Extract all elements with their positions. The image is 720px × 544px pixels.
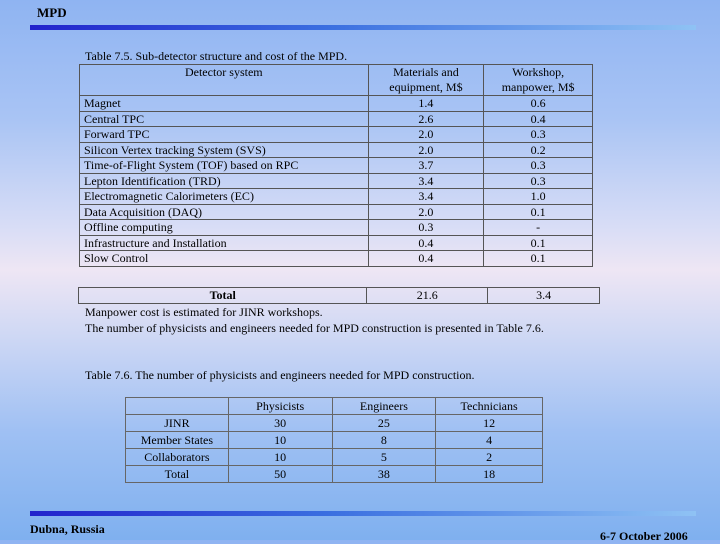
table75-header-detector: Detector system bbox=[80, 65, 369, 96]
detector-name-cell: Data Acquisition (DAQ) bbox=[80, 204, 369, 220]
table76-header-physicists: Physicists bbox=[228, 398, 332, 415]
detector-name-cell: Magnet bbox=[80, 96, 369, 112]
engineers-cell: 5 bbox=[332, 449, 436, 466]
technicians-cell: 4 bbox=[436, 432, 543, 449]
table76 bbox=[125, 397, 543, 483]
detector-name-cell: Central TPC bbox=[80, 111, 369, 127]
physicists-cell: 10 bbox=[228, 449, 332, 466]
total-workshop: 3.4 bbox=[488, 288, 600, 304]
detector-name-cell: Electromagnetic Calorimeters (EC) bbox=[80, 189, 369, 205]
table75-row bbox=[80, 235, 593, 251]
slide-header-title: MPD bbox=[37, 5, 67, 20]
materials-cost-cell: 1.4 bbox=[368, 96, 484, 112]
materials-cost-cell: 0.4 bbox=[368, 235, 484, 251]
materials-cost-cell: 2.0 bbox=[368, 204, 484, 220]
physicists-cell: 10 bbox=[228, 432, 332, 449]
physicists-cell: 30 bbox=[228, 415, 332, 432]
table76-row bbox=[126, 466, 543, 483]
table76-row bbox=[126, 432, 543, 449]
workshop-cost-cell: 0.1 bbox=[484, 235, 593, 251]
table76-caption: Table 7.6. The number of physicists and engineers needed for MPD construction. bbox=[85, 368, 475, 382]
table75-header-materials: Materials and equipment, M$ bbox=[368, 65, 484, 96]
physicists-cell: 50 bbox=[228, 466, 332, 483]
materials-cost-cell: 0.4 bbox=[368, 251, 484, 267]
table75-total-row bbox=[78, 287, 600, 304]
detector-name-cell: Slow Control bbox=[80, 251, 369, 267]
materials-cost-cell: 3.4 bbox=[368, 189, 484, 205]
table75-row bbox=[80, 173, 593, 189]
table76-row bbox=[126, 415, 543, 432]
table75-row bbox=[80, 96, 593, 112]
total-materials: 21.6 bbox=[367, 288, 488, 304]
table75-header-workshop: Workshop, manpower, M$ bbox=[484, 65, 593, 96]
workshop-cost-cell: - bbox=[484, 220, 593, 236]
table75-row bbox=[80, 220, 593, 236]
note-manpower: Manpower cost is estimated for JINR workshops. bbox=[85, 305, 323, 319]
footer-location: Dubna, Russia bbox=[30, 522, 105, 536]
engineers-cell: 8 bbox=[332, 432, 436, 449]
workshop-cost-cell: 0.1 bbox=[484, 251, 593, 267]
workshop-cost-cell: 0.4 bbox=[484, 111, 593, 127]
table75-header-row bbox=[80, 65, 593, 96]
footer-date: 6-7 October 2006 bbox=[600, 529, 688, 543]
table75-row bbox=[80, 127, 593, 143]
workshop-cost-cell: 0.3 bbox=[484, 173, 593, 189]
table75-row bbox=[80, 204, 593, 220]
table75-caption: Table 7.5. Sub-detector structure and cost of the MPD. bbox=[85, 49, 348, 63]
technicians-cell: 12 bbox=[436, 415, 543, 432]
technicians-cell: 2 bbox=[436, 449, 543, 466]
table76-header-row bbox=[126, 398, 543, 415]
materials-cost-cell: 2.0 bbox=[368, 127, 484, 143]
table75-row bbox=[80, 111, 593, 127]
top-gradient-bar bbox=[30, 25, 696, 30]
detector-name-cell: Lepton Identification (TRD) bbox=[80, 173, 369, 189]
table75-row bbox=[80, 189, 593, 205]
table75 bbox=[79, 64, 593, 267]
workshop-cost-cell: 0.3 bbox=[484, 158, 593, 174]
materials-cost-cell: 2.0 bbox=[368, 142, 484, 158]
table76-header-engineers: Engineers bbox=[332, 398, 436, 415]
detector-name-cell: Forward TPC bbox=[80, 127, 369, 143]
group-label-cell: Total bbox=[126, 466, 229, 483]
engineers-cell: 25 bbox=[332, 415, 436, 432]
detector-name-cell: Infrastructure and Installation bbox=[80, 235, 369, 251]
engineers-cell: 38 bbox=[332, 466, 436, 483]
detector-name-cell: Silicon Vertex tracking System (SVS) bbox=[80, 142, 369, 158]
workshop-cost-cell: 1.0 bbox=[484, 189, 593, 205]
detector-name-cell: Offline computing bbox=[80, 220, 369, 236]
group-label-cell: JINR bbox=[126, 415, 229, 432]
table76-row bbox=[126, 449, 543, 466]
workshop-cost-cell: 0.6 bbox=[484, 96, 593, 112]
detector-name-cell: Time-of-Flight System (TOF) based on RPC bbox=[80, 158, 369, 174]
workshop-cost-cell: 0.3 bbox=[484, 127, 593, 143]
materials-cost-cell: 3.4 bbox=[368, 173, 484, 189]
materials-cost-cell: 2.6 bbox=[368, 111, 484, 127]
group-label-cell: Collaborators bbox=[126, 449, 229, 466]
materials-cost-cell: 3.7 bbox=[368, 158, 484, 174]
technicians-cell: 18 bbox=[436, 466, 543, 483]
table76-header-blank bbox=[126, 398, 229, 415]
table76-header-technicians: Technicians bbox=[436, 398, 543, 415]
table75-row bbox=[80, 142, 593, 158]
workshop-cost-cell: 0.2 bbox=[484, 142, 593, 158]
materials-cost-cell: 0.3 bbox=[368, 220, 484, 236]
note-physicists: The number of physicists and engineers needed for MPD construction is presented in Table 7.6. bbox=[85, 320, 544, 335]
notes-block bbox=[85, 305, 555, 336]
table75-row bbox=[80, 251, 593, 267]
table75-row bbox=[80, 158, 593, 174]
total-label: Total bbox=[79, 288, 367, 304]
bottom-gradient-bar bbox=[30, 511, 696, 516]
workshop-cost-cell: 0.1 bbox=[484, 204, 593, 220]
group-label-cell: Member States bbox=[126, 432, 229, 449]
